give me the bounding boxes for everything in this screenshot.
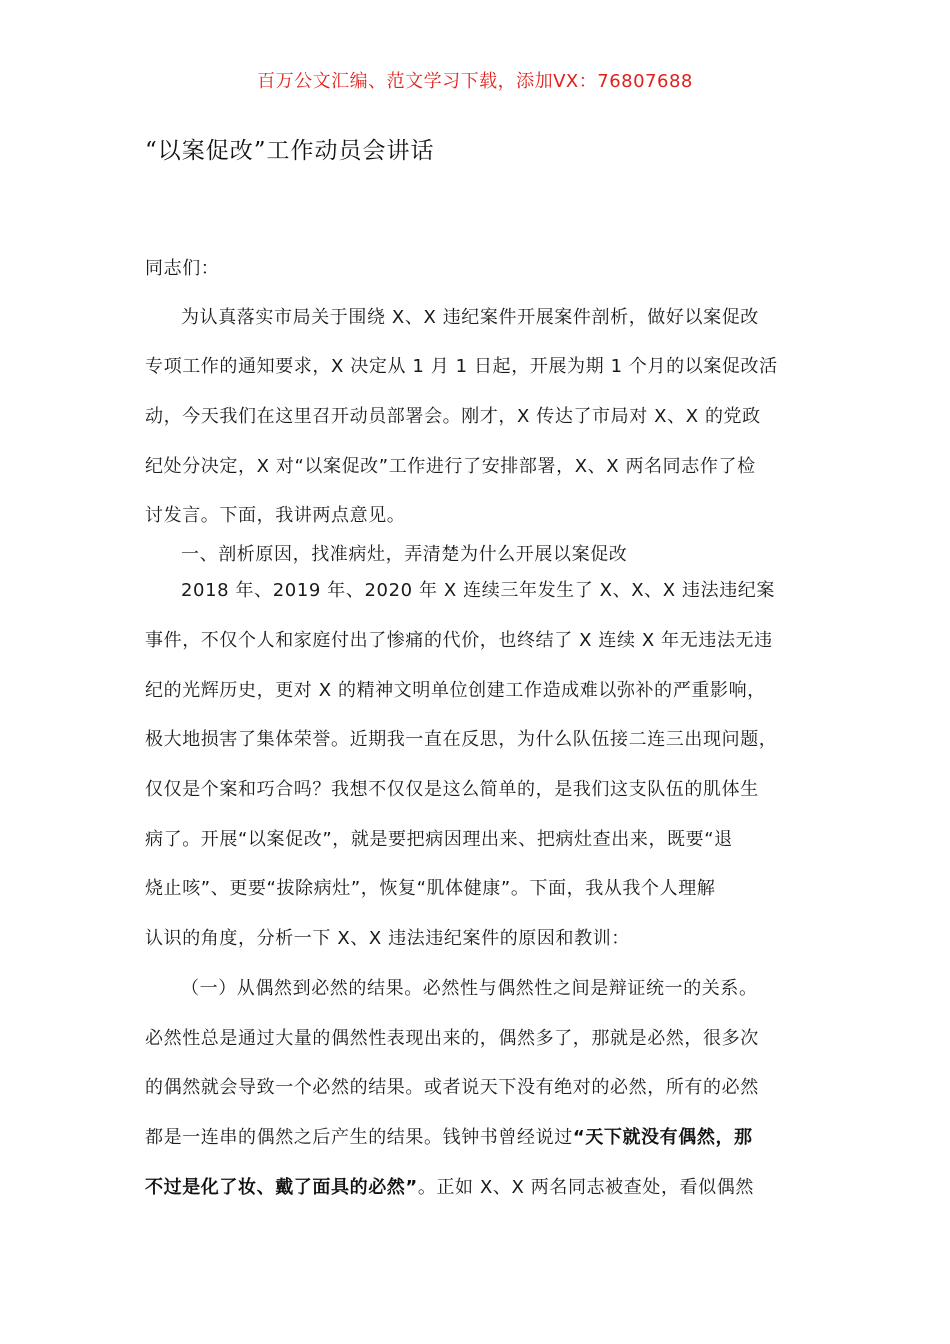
paragraph-1-line: 专项工作的通知要求，X 决定从 1 月 1 日起，开展为期 1 个月的以案促改活 [145, 356, 778, 377]
paragraph-2-line: 烧止咳”、更要“拔除病灶”，恢复“肌体健康”。下面，我从我个人理解 [145, 878, 716, 899]
quote-bold-text: “天下就没有偶然，那 [572, 1127, 753, 1148]
paragraph-3-line: 必然性总是通过大量的偶然性表现出来的，偶然多了，那就是必然，很多次 [145, 1028, 759, 1049]
quote-bold-text: 不过是化了妆、戴了面具的必然” [145, 1177, 418, 1198]
paragraph-1-line: 动，今天我们在这里召开动员部署会。刚才，X 传达了市局对 X、X 的党政 [145, 406, 761, 427]
paragraph-2-line: 极大地损害了集体荣誉。近期我一直在反思，为什么队伍接二连三出现问题， [145, 729, 778, 750]
paragraph-2-line: 纪的光辉历史，更对 X 的精神文明单位创建工作造成难以弥补的严重影响， [145, 680, 766, 701]
salutation: 同志们： [145, 258, 220, 279]
paragraph-1-line: 为认真落实市局关于围绕 X、X 违纪案件开展案件剖析，做好以案促改 [181, 307, 759, 328]
watermark-banner: 百万公文汇编、范文学习下载，添加VX：76807688 [257, 71, 693, 92]
document-title: “以案促改”工作动员会讲话 [145, 138, 435, 164]
paragraph-2-line: 事件，不仅个人和家庭付出了惨痛的代价，也终结了 X 连续 X 年无违法无违 [145, 630, 773, 651]
paragraph-2-line: 仅仅是个案和巧合吗？我想不仅仅是这么简单的，是我们这支队伍的肌体生 [145, 779, 759, 800]
paragraph-3-text: 。正如 X、X 两名同志被查处，看似偶然 [417, 1177, 754, 1198]
paragraph-2-line: 认识的角度，分析一下 X、X 违法违纪案件的原因和教训： [145, 928, 630, 949]
paragraph-3-text: 都是一连串的偶然之后产生的结果。钱钟书曾经说过 [145, 1127, 573, 1148]
paragraph-3-line [145, 1173, 825, 1203]
paragraph-2-line: 病了。开展“以案促改”，就是要把病因理出来、把病灶查出来，既要“退 [145, 829, 733, 850]
paragraph-3-line [145, 1123, 825, 1153]
paragraph-1-line: 纪处分决定，X 对“以案促改”工作进行了安排部署，X、X 两名同志作了检 [145, 456, 756, 477]
paragraph-3-line: 的偶然就会导致一个必然的结果。或者说天下没有绝对的必然，所有的必然 [145, 1077, 759, 1098]
section-heading-1: 一、剖析原因，找准病灶，弄清楚为什么开展以案促改 [181, 544, 628, 565]
paragraph-3-line: （一）从偶然到必然的结果。必然性与偶然性之间是辩证统一的关系。 [181, 978, 758, 999]
paragraph-1-line: 讨发言。下面，我讲两点意见。 [145, 505, 406, 526]
paragraph-2-line: 2018 年、2019 年、2020 年 X 连续三年发生了 X、X、X 违法违纪案 [181, 580, 775, 601]
